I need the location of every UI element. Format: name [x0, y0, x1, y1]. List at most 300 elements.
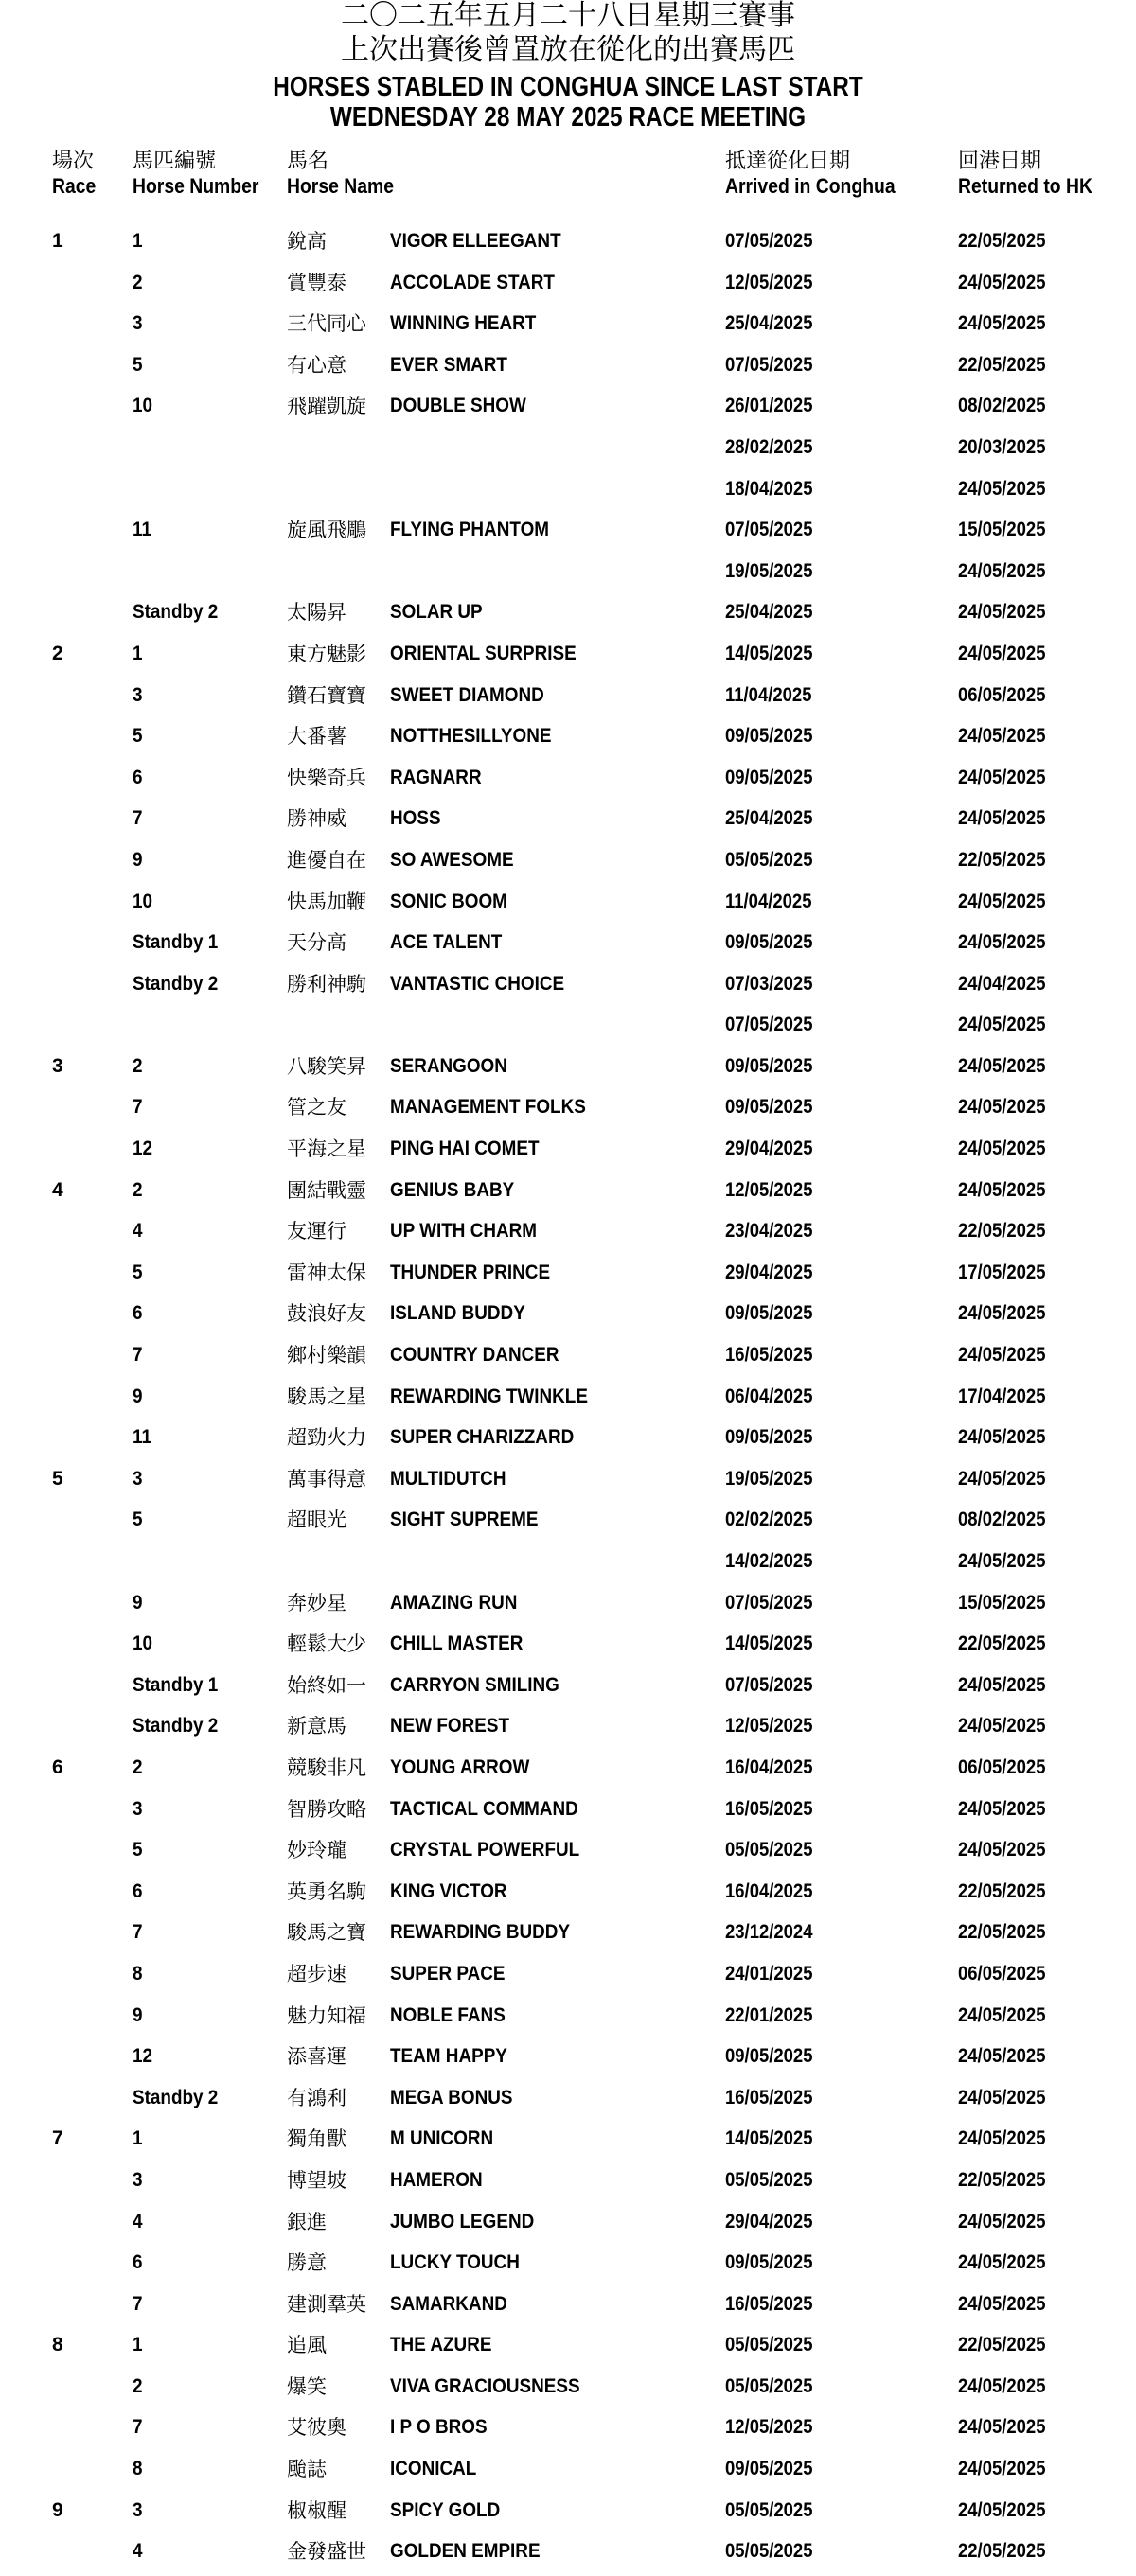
horse-name-en-cell: PING HAI COMET — [390, 1138, 540, 1160]
race-cell: 2 — [52, 642, 63, 664]
horse-name-zh-cell: 超眼光 — [287, 1509, 346, 1532]
returned-date-cell: 06/05/2025 — [958, 683, 1046, 706]
table-row — [0, 266, 1136, 308]
header-horse-number — [133, 150, 276, 199]
arrived-date-cell: 09/05/2025 — [725, 725, 813, 748]
arrived-date-cell: 05/05/2025 — [725, 2168, 813, 2191]
table-row — [0, 967, 1136, 1009]
table-row — [0, 1668, 1136, 1710]
horse-number-cell: 12 — [133, 1138, 153, 1160]
horse-number-cell: 3 — [133, 1797, 143, 1820]
arrived-date-cell: 06/04/2025 — [725, 1385, 813, 1407]
returned-date-cell: 24/05/2025 — [958, 890, 1046, 912]
arrived-date-cell: 09/05/2025 — [725, 2045, 813, 2068]
horse-name-en-cell: FLYING PHANTOM — [390, 519, 550, 541]
table-row — [0, 1792, 1136, 1834]
horse-number-cell: 9 — [133, 848, 143, 871]
horse-number-cell: 8 — [133, 1962, 143, 1985]
arrived-date-cell: 12/05/2025 — [725, 1715, 813, 1738]
horse-name-zh-cell: 銀進 — [287, 2210, 327, 2233]
returned-date-cell: 24/05/2025 — [958, 1344, 1046, 1367]
table-row — [0, 1338, 1136, 1380]
horse-name-en-cell: NOBLE FANS — [390, 2003, 506, 2026]
table-row — [0, 1008, 1136, 1050]
horse-number-cell: 5 — [133, 1261, 143, 1283]
horse-name-en-cell: AMAZING RUN — [390, 1591, 518, 1614]
horse-name-en-cell: TACTICAL COMMAND — [390, 1797, 578, 1820]
horse-name-zh-cell: 建測羣英 — [287, 2292, 366, 2316]
horse-name-zh-cell: 爆笑 — [287, 2374, 327, 2398]
returned-date-cell: 24/05/2025 — [958, 1550, 1046, 1572]
horse-name-zh-cell: 競駿非凡 — [287, 1756, 366, 1779]
horse-number-cell: 6 — [133, 766, 143, 788]
returned-date-cell: 06/05/2025 — [958, 1756, 1046, 1778]
arrived-date-cell: 07/03/2025 — [725, 972, 813, 995]
horse-name-en-cell: VIGOR ELLEEGANT — [390, 230, 561, 252]
arrived-date-cell: 28/02/2025 — [725, 435, 813, 458]
header-name-en: Horse Name — [287, 174, 394, 198]
arrived-date-cell: 05/05/2025 — [725, 2334, 813, 2356]
horse-name-zh-cell: 駿馬之寶 — [287, 1921, 366, 1945]
header-returned-zh: 回港日期 — [958, 150, 1042, 173]
horse-number-cell: Standby 2 — [133, 2086, 219, 2108]
horse-name-en-cell: SWEET DIAMOND — [390, 683, 544, 706]
returned-date-cell: 24/05/2025 — [958, 1839, 1046, 1861]
horse-name-zh-cell: 勝神威 — [287, 807, 346, 831]
header-race-zh: 場次 — [52, 150, 95, 173]
title-en-line-2: WEDNESDAY 28 MAY 2025 RACE MEETING — [329, 102, 807, 132]
arrived-date-cell: 14/05/2025 — [725, 2127, 813, 2150]
horse-number-cell: 3 — [133, 312, 143, 335]
returned-date-cell: 24/05/2025 — [958, 601, 1046, 624]
horse-name-en-cell: ACCOLADE START — [390, 271, 555, 293]
horse-number-cell: 3 — [133, 2498, 143, 2521]
returned-date-cell: 24/05/2025 — [958, 807, 1046, 830]
horse-number-cell: 11 — [133, 519, 151, 541]
horse-number-cell: Standby 2 — [133, 601, 219, 624]
horse-name-zh-cell: 駿馬之星 — [287, 1385, 366, 1408]
returned-date-cell: 20/03/2025 — [958, 435, 1046, 458]
horse-number-cell: 12 — [133, 2045, 153, 2068]
horse-number-cell: Standby 2 — [133, 1715, 219, 1738]
returned-date-cell: 17/04/2025 — [958, 1385, 1046, 1407]
table-row — [0, 555, 1136, 596]
horse-name-en-cell: M UNICORN — [390, 2127, 494, 2150]
horse-name-en-cell: REWARDING TWINKLE — [390, 1385, 588, 1407]
arrived-date-cell: 14/02/2025 — [725, 1550, 813, 1572]
horse-number-cell: 7 — [133, 1344, 143, 1367]
arrived-date-cell: 05/05/2025 — [725, 848, 813, 871]
table-row — [0, 1090, 1136, 1132]
horse-name-zh-cell: 超勁火力 — [287, 1426, 366, 1450]
table-row — [0, 1256, 1136, 1297]
horse-number-cell: 7 — [133, 1096, 143, 1119]
horse-name-zh-cell: 鼓浪好友 — [287, 1302, 366, 1326]
arrived-date-cell: 16/04/2025 — [725, 1879, 813, 1902]
horse-name-zh-cell: 團結戰靈 — [287, 1178, 366, 1202]
table-row — [0, 1214, 1136, 1256]
arrived-date-cell: 29/04/2025 — [725, 2210, 813, 2232]
header-name-zh: 馬名 — [287, 150, 329, 173]
returned-date-cell: 24/05/2025 — [958, 312, 1046, 335]
horse-name-en-cell: SONIC BOOM — [390, 890, 507, 912]
horse-name-zh-cell: 飛躍凱旋 — [287, 395, 366, 418]
returned-date-cell: 24/05/2025 — [958, 1302, 1046, 1325]
horse-name-zh-cell: 有鴻利 — [287, 2086, 346, 2109]
arrived-date-cell: 09/05/2025 — [725, 2251, 813, 2274]
arrived-date-cell: 07/05/2025 — [725, 1014, 813, 1036]
horse-name-zh-cell: 妙玲瓏 — [287, 1839, 346, 1862]
horse-name-zh-cell: 八駿笑昇 — [287, 1054, 366, 1078]
horse-number-cell: 2 — [133, 2374, 143, 2397]
horse-name-en-cell: VANTASTIC CHOICE — [390, 972, 565, 995]
horse-name-en-cell: WINNING HEART — [390, 312, 537, 335]
horse-number-cell: 4 — [133, 1220, 143, 1243]
table-row — [0, 843, 1136, 885]
table-row — [0, 1132, 1136, 1173]
arrived-date-cell: 09/05/2025 — [725, 2458, 813, 2480]
arrived-date-cell: 07/05/2025 — [725, 1591, 813, 1614]
returned-date-cell: 24/05/2025 — [958, 725, 1046, 748]
table-row — [0, 679, 1136, 720]
returned-date-cell: 24/05/2025 — [958, 766, 1046, 788]
race-cell: 8 — [52, 2334, 63, 2356]
returned-date-cell: 24/05/2025 — [958, 1054, 1046, 1077]
arrived-date-cell: 16/05/2025 — [725, 2292, 813, 2315]
returned-date-cell: 24/05/2025 — [958, 1467, 1046, 1490]
horse-name-en-cell: YOUNG ARROW — [390, 1756, 530, 1778]
horse-name-zh-cell: 智勝攻略 — [287, 1797, 366, 1821]
horse-name-zh-cell: 奔妙星 — [287, 1591, 346, 1614]
horse-number-cell: 6 — [133, 2251, 143, 2274]
arrived-date-cell: 05/05/2025 — [725, 2498, 813, 2521]
table-row — [0, 1420, 1136, 1462]
horse-name-zh-cell: 勝利神駒 — [287, 972, 366, 996]
horse-number-cell: 11 — [133, 1426, 151, 1449]
horse-name-zh-cell: 颱誌 — [287, 2458, 327, 2481]
returned-date-cell: 24/05/2025 — [958, 1014, 1046, 1036]
table-header — [0, 150, 1136, 206]
returned-date-cell: 15/05/2025 — [958, 1591, 1046, 1614]
horse-name-zh-cell: 超步速 — [287, 1962, 346, 1985]
table-row — [0, 926, 1136, 967]
header-arrived-zh: 抵達從化日期 — [725, 150, 851, 173]
horse-name-en-cell: SAMARKAND — [390, 2292, 507, 2315]
header-returned — [958, 150, 1110, 199]
arrived-date-cell: 12/05/2025 — [725, 271, 813, 293]
horse-name-en-cell: UP WITH CHARM — [390, 1220, 538, 1243]
horse-name-en-cell: SUPER PACE — [390, 1962, 506, 1985]
arrived-date-cell: 11/04/2025 — [725, 890, 812, 912]
arrived-date-cell: 12/05/2025 — [725, 2416, 813, 2439]
table-row — [0, 1875, 1136, 1916]
race-cell: 1 — [52, 230, 63, 252]
horse-number-cell: 9 — [133, 2003, 143, 2026]
returned-date-cell: 24/05/2025 — [958, 2251, 1046, 2274]
horse-name-en-cell: SOLAR UP — [390, 601, 483, 624]
returned-date-cell: 24/05/2025 — [958, 1178, 1046, 1201]
horse-name-en-cell: DOUBLE SHOW — [390, 395, 526, 417]
horse-name-en-cell: THUNDER PRINCE — [390, 1261, 551, 1283]
table-row — [0, 595, 1136, 637]
table-row — [0, 1833, 1136, 1875]
table-row — [0, 719, 1136, 761]
title-en-line-1: HORSES STABLED IN CONGHUA SINCE LAST START — [273, 72, 863, 102]
table-row — [0, 1050, 1136, 1091]
horse-number-cell: 4 — [133, 2540, 143, 2563]
horse-name-zh-cell: 賞豐泰 — [287, 271, 346, 294]
table-row — [0, 472, 1136, 514]
horse-name-en-cell: REWARDING BUDDY — [390, 1921, 571, 1944]
horse-name-zh-cell: 博望坡 — [287, 2168, 346, 2192]
horse-name-zh-cell: 進優自在 — [287, 848, 366, 872]
returned-date-cell: 22/05/2025 — [958, 2334, 1046, 2356]
horse-name-en-cell: EVER SMART — [390, 353, 507, 376]
returned-date-cell: 24/05/2025 — [958, 1673, 1046, 1696]
horse-number-cell: Standby 2 — [133, 972, 219, 995]
horse-number-cell: 7 — [133, 2416, 143, 2439]
arrived-date-cell: 12/05/2025 — [725, 1178, 813, 1201]
returned-date-cell: 24/05/2025 — [958, 271, 1046, 293]
arrived-date-cell: 09/05/2025 — [725, 766, 813, 788]
returned-date-cell: 22/05/2025 — [958, 230, 1046, 252]
returned-date-cell: 24/05/2025 — [958, 2210, 1046, 2232]
table-row — [0, 2081, 1136, 2123]
arrived-date-cell: 24/01/2025 — [725, 1962, 813, 1985]
horse-name-zh-cell: 萬事得意 — [287, 1467, 366, 1491]
table-row — [0, 2452, 1136, 2494]
horse-name-en-cell: GENIUS BABY — [390, 1178, 515, 1201]
horse-name-en-cell: JUMBO LEGEND — [390, 2210, 535, 2232]
header-arrived — [725, 150, 918, 199]
horse-number-cell: 8 — [133, 2458, 143, 2480]
title-zh-line-2: 上次出賽後曾置放在從化的出賽馬匹 — [341, 33, 795, 66]
returned-date-cell: 24/05/2025 — [958, 1096, 1046, 1119]
table-row — [0, 2494, 1136, 2535]
returned-date-cell: 22/05/2025 — [958, 848, 1046, 871]
horse-number-cell: 1 — [133, 2334, 143, 2356]
horse-number-cell: 1 — [133, 230, 143, 252]
arrived-date-cell: 23/04/2025 — [725, 1220, 813, 1243]
horse-name-zh-cell: 雷神太保 — [287, 1261, 366, 1284]
horse-number-cell: 2 — [133, 1054, 143, 1077]
arrived-date-cell: 02/02/2025 — [725, 1509, 813, 1531]
arrived-date-cell: 09/05/2025 — [725, 1302, 813, 1325]
table-row — [0, 761, 1136, 803]
horse-number-cell: 3 — [133, 683, 143, 706]
horse-name-en-cell: ORIENTAL SURPRISE — [390, 642, 577, 664]
race-cell: 3 — [52, 1054, 63, 1077]
header-returned-en: Returned to HK — [958, 174, 1092, 198]
horse-name-en-cell: MANAGEMENT FOLKS — [390, 1096, 586, 1119]
header-race — [52, 150, 102, 199]
returned-date-cell: 22/05/2025 — [958, 2168, 1046, 2191]
horse-name-zh-cell: 鄉村樂韻 — [287, 1344, 366, 1367]
table-row — [0, 1627, 1136, 1668]
horse-name-en-cell: TEAM HAPPY — [390, 2045, 507, 2068]
horse-number-cell: 9 — [133, 1385, 143, 1407]
returned-date-cell: 24/04/2025 — [958, 972, 1046, 995]
returned-date-cell: 24/05/2025 — [958, 642, 1046, 664]
table-row — [0, 2163, 1136, 2205]
horse-number-cell: 2 — [133, 1756, 143, 1778]
arrived-date-cell: 07/05/2025 — [725, 230, 813, 252]
horse-name-en-cell: COUNTRY DANCER — [390, 1344, 559, 1367]
table-row — [0, 1503, 1136, 1544]
table-row — [0, 2410, 1136, 2452]
horse-name-en-cell: ICONICAL — [390, 2458, 477, 2480]
arrived-date-cell: 09/05/2025 — [725, 1096, 813, 1119]
horse-name-en-cell: SIGHT SUPREME — [390, 1509, 539, 1531]
horse-name-zh-cell: 三代同心 — [287, 312, 366, 336]
table-row — [0, 1544, 1136, 1586]
table-row — [0, 885, 1136, 926]
table-row — [0, 2246, 1136, 2287]
horse-name-en-cell: CRYSTAL POWERFUL — [390, 1839, 580, 1861]
returned-date-cell: 24/05/2025 — [958, 2458, 1046, 2480]
horse-name-zh-cell: 管之友 — [287, 1096, 346, 1120]
arrived-date-cell: 16/04/2025 — [725, 1756, 813, 1778]
table-row — [0, 1709, 1136, 1751]
table-row — [0, 802, 1136, 843]
horse-table-body — [0, 224, 1136, 2576]
returned-date-cell: 24/05/2025 — [958, 1138, 1046, 1160]
horse-name-zh-cell: 艾彼奧 — [287, 2416, 346, 2440]
returned-date-cell: 24/05/2025 — [958, 1426, 1046, 1449]
arrived-date-cell: 14/05/2025 — [725, 1632, 813, 1655]
race-cell: 9 — [52, 2498, 63, 2521]
table-row — [0, 1462, 1136, 1504]
returned-date-cell: 24/05/2025 — [958, 931, 1046, 954]
horse-name-zh-cell: 魅力知福 — [287, 2003, 366, 2027]
horse-name-en-cell: NEW FOREST — [390, 1715, 509, 1738]
table-row — [0, 2122, 1136, 2163]
horse-number-cell: 3 — [133, 2168, 143, 2191]
horse-name-en-cell: GOLDEN EMPIRE — [390, 2540, 541, 2563]
horse-number-cell: 10 — [133, 395, 153, 417]
horse-number-cell: 10 — [133, 1632, 153, 1655]
arrived-date-cell: 05/05/2025 — [725, 2540, 813, 2563]
returned-date-cell: 24/05/2025 — [958, 2045, 1046, 2068]
horse-name-zh-cell: 始終如一 — [287, 1673, 366, 1697]
arrived-date-cell: 07/05/2025 — [725, 1673, 813, 1696]
horse-name-en-cell: CHILL MASTER — [390, 1632, 524, 1655]
table-row — [0, 637, 1136, 679]
horse-name-en-cell: HOSS — [390, 807, 441, 830]
horse-name-en-cell: VIVA GRACIOUSNESS — [390, 2374, 580, 2397]
title-zh-line-1: 二〇二五年五月二十八日星期三賽事 — [341, 0, 795, 32]
horse-name-en-cell: CARRYON SMILING — [390, 1673, 559, 1696]
returned-date-cell: 24/05/2025 — [958, 477, 1046, 500]
table-row — [0, 1915, 1136, 1957]
race-cell: 7 — [52, 2127, 63, 2150]
horse-name-zh-cell: 英勇名駒 — [287, 1879, 366, 1903]
table-row — [0, 1586, 1136, 1628]
horse-number-cell: 9 — [133, 1591, 143, 1614]
horse-name-en-cell: RAGNARR — [390, 766, 482, 788]
table-row — [0, 431, 1136, 472]
returned-date-cell: 24/05/2025 — [958, 2416, 1046, 2439]
arrived-date-cell: 07/05/2025 — [725, 519, 813, 541]
horse-number-cell: 3 — [133, 1467, 143, 1490]
returned-date-cell: 22/05/2025 — [958, 2540, 1046, 2563]
returned-date-cell: 22/05/2025 — [958, 353, 1046, 376]
horse-number-cell: 2 — [133, 271, 143, 293]
header-arrived-en: Arrived in Conghua — [725, 174, 896, 198]
horse-name-en-cell: NOTTHESILLYONE — [390, 725, 552, 748]
horse-name-en-cell: SO AWESOME — [390, 848, 514, 871]
race-cell: 6 — [52, 1756, 63, 1778]
returned-date-cell: 22/05/2025 — [958, 1879, 1046, 1902]
race-cell: 5 — [52, 1467, 63, 1490]
table-row — [0, 307, 1136, 348]
returned-date-cell: 24/05/2025 — [958, 2086, 1046, 2108]
table-row — [0, 1999, 1136, 2040]
arrived-date-cell: 09/05/2025 — [725, 931, 813, 954]
horse-number-cell: Standby 1 — [133, 1673, 219, 1696]
horse-number-cell: 4 — [133, 2210, 143, 2232]
arrived-date-cell: 05/05/2025 — [725, 1839, 813, 1861]
arrived-date-cell: 19/05/2025 — [725, 559, 813, 582]
horse-name-zh-cell: 快馬加鞭 — [287, 890, 366, 913]
table-row — [0, 2328, 1136, 2370]
horse-name-en-cell: MULTIDUTCH — [390, 1467, 506, 1490]
horse-name-zh-cell: 輕鬆大少 — [287, 1632, 366, 1656]
table-row — [0, 513, 1136, 555]
returned-date-cell: 17/05/2025 — [958, 1261, 1046, 1283]
horse-name-en-cell: SPICY GOLD — [390, 2498, 501, 2521]
arrived-date-cell: 14/05/2025 — [725, 642, 813, 664]
arrived-date-cell: 16/05/2025 — [725, 1797, 813, 1820]
returned-date-cell: 24/05/2025 — [958, 1797, 1046, 1820]
arrived-date-cell: 19/05/2025 — [725, 1467, 813, 1490]
arrived-date-cell: 22/01/2025 — [725, 2003, 813, 2026]
table-row — [0, 1173, 1136, 1215]
arrived-date-cell: 09/05/2025 — [725, 1054, 813, 1077]
horse-name-en-cell: LUCKY TOUCH — [390, 2251, 520, 2274]
horse-name-zh-cell: 新意馬 — [287, 1715, 346, 1738]
returned-date-cell: 24/05/2025 — [958, 2498, 1046, 2521]
arrived-date-cell: 26/01/2025 — [725, 395, 813, 417]
horse-name-zh-cell: 有心意 — [287, 353, 346, 377]
horse-name-zh-cell: 金發盛世 — [287, 2540, 366, 2564]
table-row — [0, 2205, 1136, 2247]
header-number-en: Horse Number — [133, 174, 259, 198]
arrived-date-cell: 29/04/2025 — [725, 1138, 813, 1160]
horse-number-cell: 7 — [133, 2292, 143, 2315]
horse-name-zh-cell: 添喜運 — [287, 2045, 346, 2069]
horse-name-zh-cell: 天分高 — [287, 931, 346, 955]
returned-date-cell: 22/05/2025 — [958, 1921, 1046, 1944]
table-row — [0, 1957, 1136, 1999]
horse-name-zh-cell: 東方魅影 — [287, 642, 366, 665]
horse-name-zh-cell: 太陽昇 — [287, 601, 346, 625]
returned-date-cell: 24/05/2025 — [958, 2127, 1046, 2150]
table-row — [0, 2287, 1136, 2329]
arrived-date-cell: 05/05/2025 — [725, 2374, 813, 2397]
horse-name-zh-cell: 獨角獸 — [287, 2127, 346, 2151]
horse-name-zh-cell: 勝意 — [287, 2251, 327, 2275]
horse-name-en-cell: SERANGOON — [390, 1054, 507, 1077]
returned-date-cell: 22/05/2025 — [958, 1220, 1046, 1243]
table-row — [0, 348, 1136, 390]
header-number-zh: 馬匹編號 — [133, 150, 217, 173]
arrived-date-cell: 23/12/2024 — [725, 1921, 813, 1944]
horse-number-cell: 2 — [133, 1178, 143, 1201]
horse-name-en-cell: ISLAND BUDDY — [390, 1302, 525, 1325]
horse-name-zh-cell: 銳高 — [287, 230, 327, 253]
horse-name-en-cell: SUPER CHARIZZARD — [390, 1426, 575, 1449]
